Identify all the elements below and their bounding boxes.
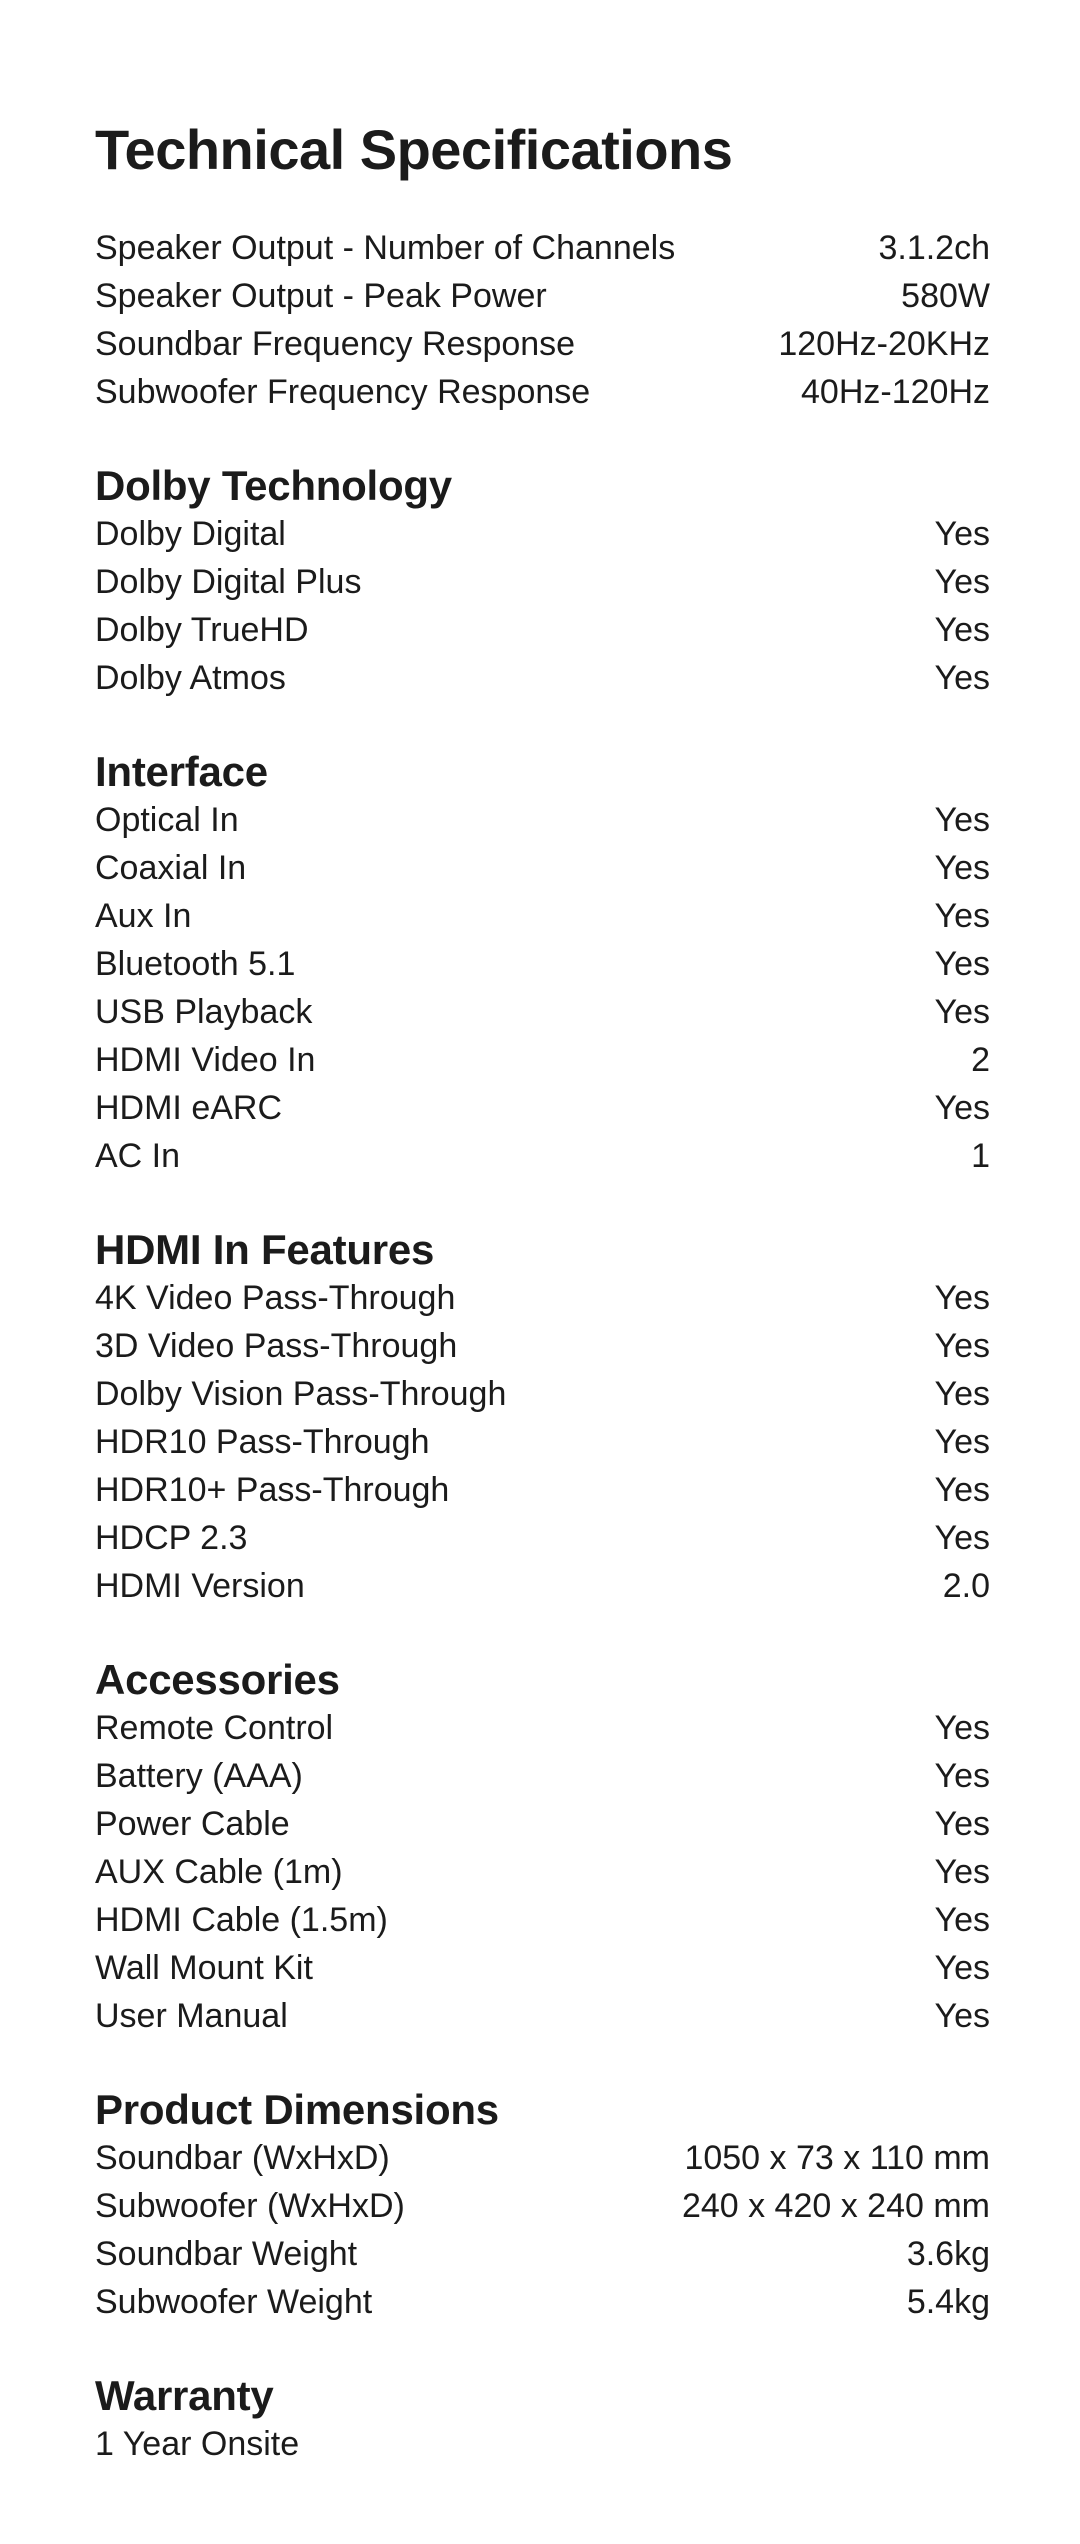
spec-value: Yes <box>934 1805 990 1843</box>
page-title: Technical Specifications <box>95 118 733 181</box>
spec-row <box>95 1800 990 1848</box>
spec-value: 1050 x 73 x 110 mm <box>684 2139 990 2177</box>
spec-label: USB Playback <box>95 993 313 1031</box>
spec-label: Soundbar Weight <box>95 2235 358 2273</box>
section-heading: HDMI In Features <box>95 1226 435 1273</box>
spec-value: 40Hz-120Hz <box>801 373 990 411</box>
spec-value: Yes <box>934 1997 990 2035</box>
spec-row <box>95 654 990 702</box>
spec-value: Yes <box>934 849 990 887</box>
spec-row <box>95 1370 990 1418</box>
spec-row <box>95 1322 990 1370</box>
spec-label: Dolby Digital Plus <box>95 563 362 601</box>
spec-value: Yes <box>934 1757 990 1795</box>
spec-label: Remote Control <box>95 1709 334 1747</box>
section-heading: Accessories <box>95 1656 340 1703</box>
spec-row <box>95 1944 990 1992</box>
spec-label: AUX Cable (1m) <box>95 1853 343 1891</box>
section-heading: Dolby Technology <box>95 462 452 509</box>
spec-row <box>95 1418 990 1466</box>
spec-label: Aux In <box>95 897 192 935</box>
spec-section <box>95 462 990 702</box>
spec-row <box>95 2230 990 2278</box>
spec-row <box>95 1274 990 1322</box>
spec-label: Soundbar (WxHxD) <box>95 2139 390 2177</box>
section-heading: Warranty <box>95 2372 274 2419</box>
spec-label: 4K Video Pass-Through <box>95 1279 456 1317</box>
spec-value: Yes <box>934 1471 990 1509</box>
spec-row <box>95 1084 990 1132</box>
spec-label: Subwoofer (WxHxD) <box>95 2187 405 2225</box>
spec-row <box>95 1848 990 1896</box>
spec-label: Power Cable <box>95 1805 290 1843</box>
spec-value: Yes <box>934 1089 990 1127</box>
spec-label: Dolby TrueHD <box>95 611 309 649</box>
spec-label: Subwoofer Weight <box>95 2283 373 2321</box>
spec-label: Subwoofer Frequency Response <box>95 373 591 411</box>
spec-label: Optical In <box>95 801 239 839</box>
spec-value: Yes <box>934 659 990 697</box>
spec-value: Yes <box>934 1423 990 1461</box>
spec-section <box>95 2086 990 2326</box>
spec-label: Dolby Vision Pass-Through <box>95 1375 507 1413</box>
spec-value: Yes <box>934 993 990 1031</box>
spec-row <box>95 1466 990 1514</box>
spec-value: Yes <box>934 1279 990 1317</box>
spec-value: 3.6kg <box>906 2235 990 2273</box>
spec-row <box>95 940 990 988</box>
spec-value: Yes <box>934 1519 990 1557</box>
spec-row <box>95 2182 990 2230</box>
spec-row <box>95 1562 990 1610</box>
spec-label: Coaxial In <box>95 849 247 887</box>
section-heading: Interface <box>95 748 268 795</box>
spec-label: 1 Year Onsite <box>95 2425 300 2463</box>
spec-row <box>95 606 990 654</box>
spec-label: Speaker Output - Peak Power <box>95 277 547 315</box>
spec-row <box>95 558 990 606</box>
spec-row <box>95 892 990 940</box>
spec-label: Battery (AAA) <box>95 1757 303 1795</box>
spec-value: Yes <box>934 897 990 935</box>
spec-row <box>95 368 990 416</box>
spec-value: Yes <box>934 515 990 553</box>
spec-value: 2.0 <box>942 1567 990 1605</box>
spec-value: Yes <box>934 1949 990 1987</box>
spec-value: Yes <box>934 945 990 983</box>
spec-value: 240 x 420 x 240 mm <box>681 2187 990 2225</box>
spec-row <box>95 2134 990 2182</box>
spec-label: Dolby Atmos <box>95 659 286 697</box>
spec-value: 120Hz-20KHz <box>778 325 990 363</box>
spec-row <box>95 2278 990 2326</box>
spec-label: User Manual <box>95 1997 288 2035</box>
spec-value: Yes <box>934 611 990 649</box>
spec-label: HDR10+ Pass-Through <box>95 1471 450 1509</box>
spec-section <box>95 1226 990 1610</box>
spec-section <box>95 2372 990 2468</box>
spec-label: HDMI Cable (1.5m) <box>95 1901 388 1939</box>
spec-row <box>95 224 990 272</box>
spec-value: Yes <box>934 1709 990 1747</box>
spec-label: HDMI Video In <box>95 1041 316 1079</box>
spec-value: 3.1.2ch <box>878 229 990 267</box>
spec-value: Yes <box>934 1327 990 1365</box>
spec-label: HDR10 Pass-Through <box>95 1423 430 1461</box>
spec-row <box>95 1514 990 1562</box>
spec-sections <box>95 224 990 2468</box>
spec-label: Soundbar Frequency Response <box>95 325 576 363</box>
spec-row <box>95 1704 990 1752</box>
spec-value: Yes <box>934 1375 990 1413</box>
spec-label: Bluetooth 5.1 <box>95 945 296 983</box>
spec-value: 2 <box>971 1041 990 1079</box>
spec-value: Yes <box>934 1901 990 1939</box>
spec-value: 1 <box>971 1137 990 1175</box>
spec-row <box>95 1752 990 1800</box>
spec-row <box>95 1036 990 1084</box>
spec-section <box>95 224 990 416</box>
spec-label: 3D Video Pass-Through <box>95 1327 458 1365</box>
spec-row <box>95 796 990 844</box>
spec-value: 580W <box>901 277 990 315</box>
spec-label: HDCP 2.3 <box>95 1519 248 1557</box>
spec-row <box>95 988 990 1036</box>
spec-section <box>95 748 990 1180</box>
spec-row <box>95 844 990 892</box>
section-heading: Product Dimensions <box>95 2086 499 2133</box>
spec-value: 5.4kg <box>906 2283 990 2321</box>
spec-row <box>95 1132 990 1180</box>
spec-row <box>95 1896 990 1944</box>
spec-value: Yes <box>934 1853 990 1891</box>
spec-label: Speaker Output - Number of Channels <box>95 229 676 267</box>
spec-value: Yes <box>934 563 990 601</box>
spec-row <box>95 1992 990 2040</box>
spec-value: Yes <box>934 801 990 839</box>
spec-label: HDMI Version <box>95 1567 305 1605</box>
spec-section <box>95 1656 990 2040</box>
spec-label: HDMI eARC <box>95 1089 283 1127</box>
spec-label: Wall Mount Kit <box>95 1949 313 1987</box>
spec-row <box>95 272 990 320</box>
spec-row <box>95 2420 990 2468</box>
spec-label: AC In <box>95 1137 181 1175</box>
spec-label: Dolby Digital <box>95 515 286 553</box>
spec-row <box>95 320 990 368</box>
spec-row <box>95 510 990 558</box>
